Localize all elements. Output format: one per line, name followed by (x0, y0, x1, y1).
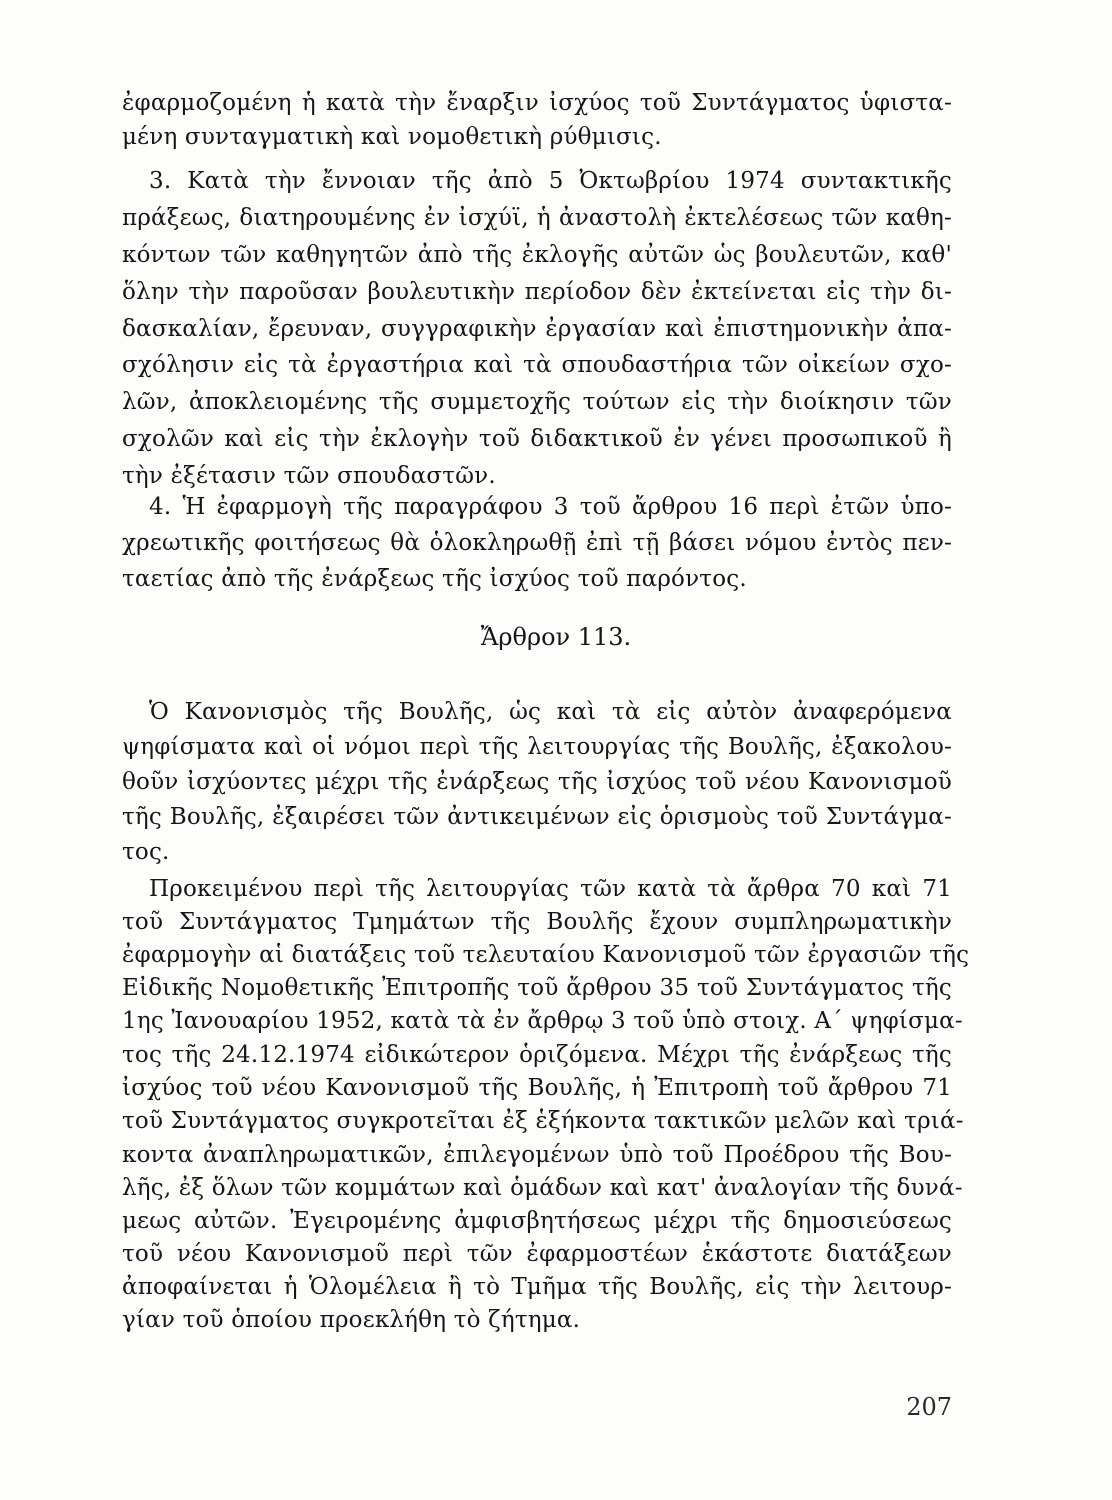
text-line: τοῦ Συντάγματος Τμημάτων τῆς Βουλῆς ἔχουν συμπληρωματικὴν (122, 909, 952, 935)
text-line: τὴν ἐξέτασιν τῶν σπουδαστῶν. (122, 463, 496, 489)
text-line: χρεωτικῆς φοιτήσεως θὰ ὁλοκληρωθῇ ἐπὶ τῇ βάσει νόμου ἐντὸς πεν- (122, 530, 952, 556)
text-line: μένη συνταγματικὴ καὶ νομοθετικὴ ρύθμισις. (122, 124, 662, 150)
text-line: λῆς, ἐξ ὅλων τῶν κομμάτων καὶ ὁμάδων καὶ κατ' ἀναλογίαν τῆς δυνά- (122, 1175, 963, 1201)
text-line: σχόλησιν εἰς τὰ ἐργαστήρια καὶ τὰ σπουδαστήρια τῶν οἰκείων σχο- (122, 352, 952, 378)
text-line: Εἰδικῆς Νομοθετικῆς Ἐπιτροπῆς τοῦ ἄρθρου 35 τοῦ Συντάγματος τῆς (122, 975, 952, 1001)
text-line: ἐφαρμογὴν αἱ διατάξεις τοῦ τελευταίου Κανονισμοῦ τῶν ἐργασιῶν τῆς (122, 942, 970, 968)
text-line: μεως αὐτῶν. Ἐγειρομένης ἀμφισβητήσεως μέχρι τῆς δημοσιεύσεως (122, 1208, 952, 1234)
text-line: 1ης Ἰανουαρίου 1952, κατὰ τὰ ἐν ἄρθρῳ 3 τοῦ ὑπὸ στοιχ. Α΄ ψηφίσμα- (122, 1008, 963, 1034)
text-line: ἰσχύος τοῦ νέου Κανονισμοῦ τῆς Βουλῆς, ἡ Ἐπιτροπὴ τοῦ ἄρθρου 71 (122, 1075, 952, 1101)
text-line: ψηφίσματα καὶ οἱ νόμοι περὶ τῆς λειτουργίας τῆς Βουλῆς, ἐξακολου- (122, 734, 952, 760)
text-line: τοῦ νέου Κανονισμοῦ περὶ τῶν ἐφαρμοστέων ἑκάστοτε διατάξεων (122, 1241, 952, 1267)
text-line: ἀποφαίνεται ἡ Ὁλομέλεια ἢ τὸ Τμῆμα τῆς Βουλῆς, εἰς τὴν λειτουρ- (122, 1274, 952, 1300)
text-line: σχολῶν καὶ εἰς τὴν ἐκλογὴν τοῦ διδακτικοῦ ἐν γένει προσωπικοῦ ἢ (122, 426, 952, 452)
text-line: γίαν τοῦ ὁποίου προεκλήθη τὸ ζήτημα. (122, 1307, 581, 1333)
text-line: ταετίας ἀπὸ τῆς ἐνάρξεως τῆς ἰσχύος τοῦ παρόντος. (122, 566, 747, 592)
text-line: λῶν, ἀποκλειομένης τῆς συμμετοχῆς τούτων εἰς τὴν διοίκησιν τῶν (122, 389, 952, 415)
text-line: θοῦν ἰσχύοντες μέχρι τῆς ἐνάρξεως τῆς ἰσχύος τοῦ νέου Κανονισμοῦ (122, 769, 952, 795)
text-line: τος. (122, 839, 170, 865)
text-line: κοντα ἀναπληρωματικῶν, ἐπιλεγομένων ὑπὸ τοῦ Προέδρου τῆς Βου- (122, 1142, 952, 1168)
text-line: τῆς Βουλῆς, ἐξαιρέσει τῶν ἀντικειμένων εἰς ὁρισμοὺς τοῦ Συντάγμα- (122, 804, 952, 830)
text-line: 3. Κατὰ τὴν ἔννοιαν τῆς ἀπὸ 5 Ὀκτωβρίου 1974 συντακτικῆς (149, 168, 952, 194)
text-line: τοῦ Συντάγματος συγκροτεῖται ἐξ ἑξήκοντα τακτικῶν μελῶν καὶ τριά- (122, 1108, 964, 1134)
text-line: δασκαλίαν, ἔρευναν, συγγραφικὴν ἐργασίαν καὶ ἐπιστημονικὴν ἀπα- (122, 316, 952, 342)
text-line: Προκειμένου περὶ τῆς λειτουργίας τῶν κατὰ τὰ ἄρθρα 70 καὶ 71 (149, 876, 952, 902)
page-number: 207 (906, 1393, 952, 1421)
article-heading: Ἄρθρον 113. (480, 623, 632, 651)
text-line: ὅλην τὴν παροῦσαν βουλευτικὴν περίοδον δὲν ἐκτείνεται εἰς τὴν δι- (122, 279, 952, 305)
text-line: ἐφαρμοζομένη ἡ κατὰ τὴν ἔναρξιν ἰσχύος τοῦ Συντάγματος ὑφιστα- (122, 90, 952, 116)
text-line: κόντων τῶν καθηγητῶν ἀπὸ τῆς ἐκλογῆς αὐτῶν ὡς βουλευτῶν, καθ' (122, 242, 952, 268)
text-line: τος τῆς 24.12.1974 εἰδικώτερον ὁριζόμενα. Μέχρι τῆς ἐνάρξεως τῆς (122, 1042, 952, 1068)
text-line: πράξεως, διατηρουμένης ἐν ἰσχύϊ, ἡ ἀναστολὴ ἐκτελέσεως τῶν καθη- (122, 205, 952, 231)
text-line: Ὁ Κανονισμὸς τῆς Βουλῆς, ὡς καὶ τὰ εἰς αὐτὸν ἀναφερόμενα (149, 699, 952, 725)
text-line: 4. Ἡ ἐφαρμογὴ τῆς παραγράφου 3 τοῦ ἄρθρου 16 περὶ ἐτῶν ὑπο- (149, 494, 952, 520)
